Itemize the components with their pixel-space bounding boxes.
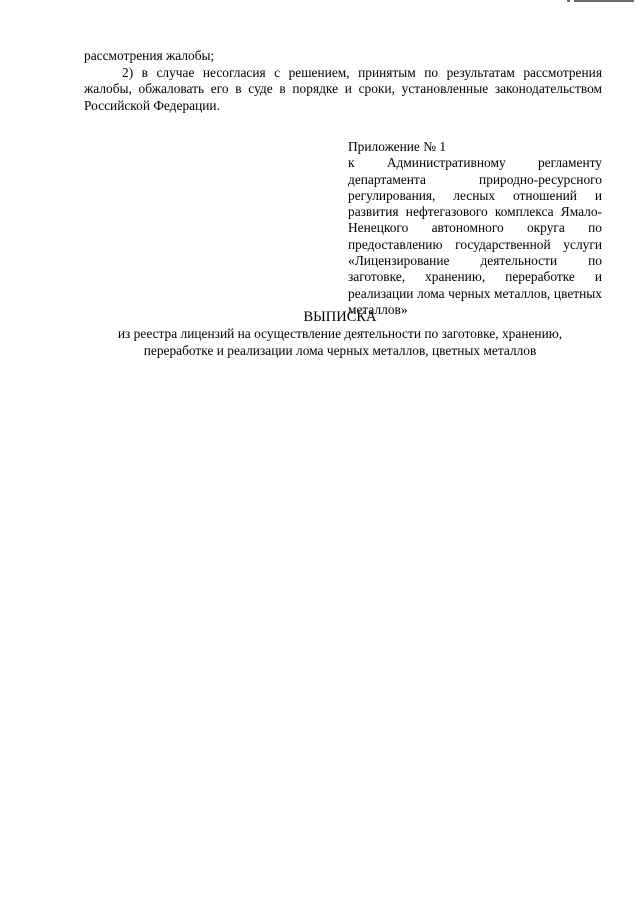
heading-subtitle-line-2: переработке и реализации лома черных металлов, цветных металлов bbox=[143, 342, 537, 358]
appendix-block bbox=[348, 139, 602, 318]
scan-artifact-tick bbox=[567, 0, 570, 2]
heading-title: ВЫПИСКА bbox=[303, 309, 377, 325]
scan-artifact-line bbox=[574, 0, 634, 2]
heading-subtitle-line-1: из реестра лицензий на осуществление деятельности по заготовке, хранению, bbox=[117, 326, 563, 341]
appendix-text: к Административному регламенту департамента природно-ресурсного регулирования, лесных отношений и развития нефтегазового комплекса Ямало-Ненецкого автономного округа по предоставлению государственной услуги «Лицензирование деятельности по заготовке, хранению, переработке и реализации лома черных металлов, цветных металлов» bbox=[348, 155, 602, 317]
appendix-title: Приложение № 1 bbox=[348, 139, 447, 154]
body-text bbox=[84, 48, 602, 114]
document-heading bbox=[60, 308, 620, 359]
body-paragraph-2: 2) в случае несогласия с решением, принятым по результатам рассмотрения жалобы, обжаловать его в суде в порядке и сроки, установленные законодательством Российской Федерации. bbox=[84, 64, 602, 113]
body-line-1: рассмотрения жалобы; bbox=[84, 48, 215, 63]
